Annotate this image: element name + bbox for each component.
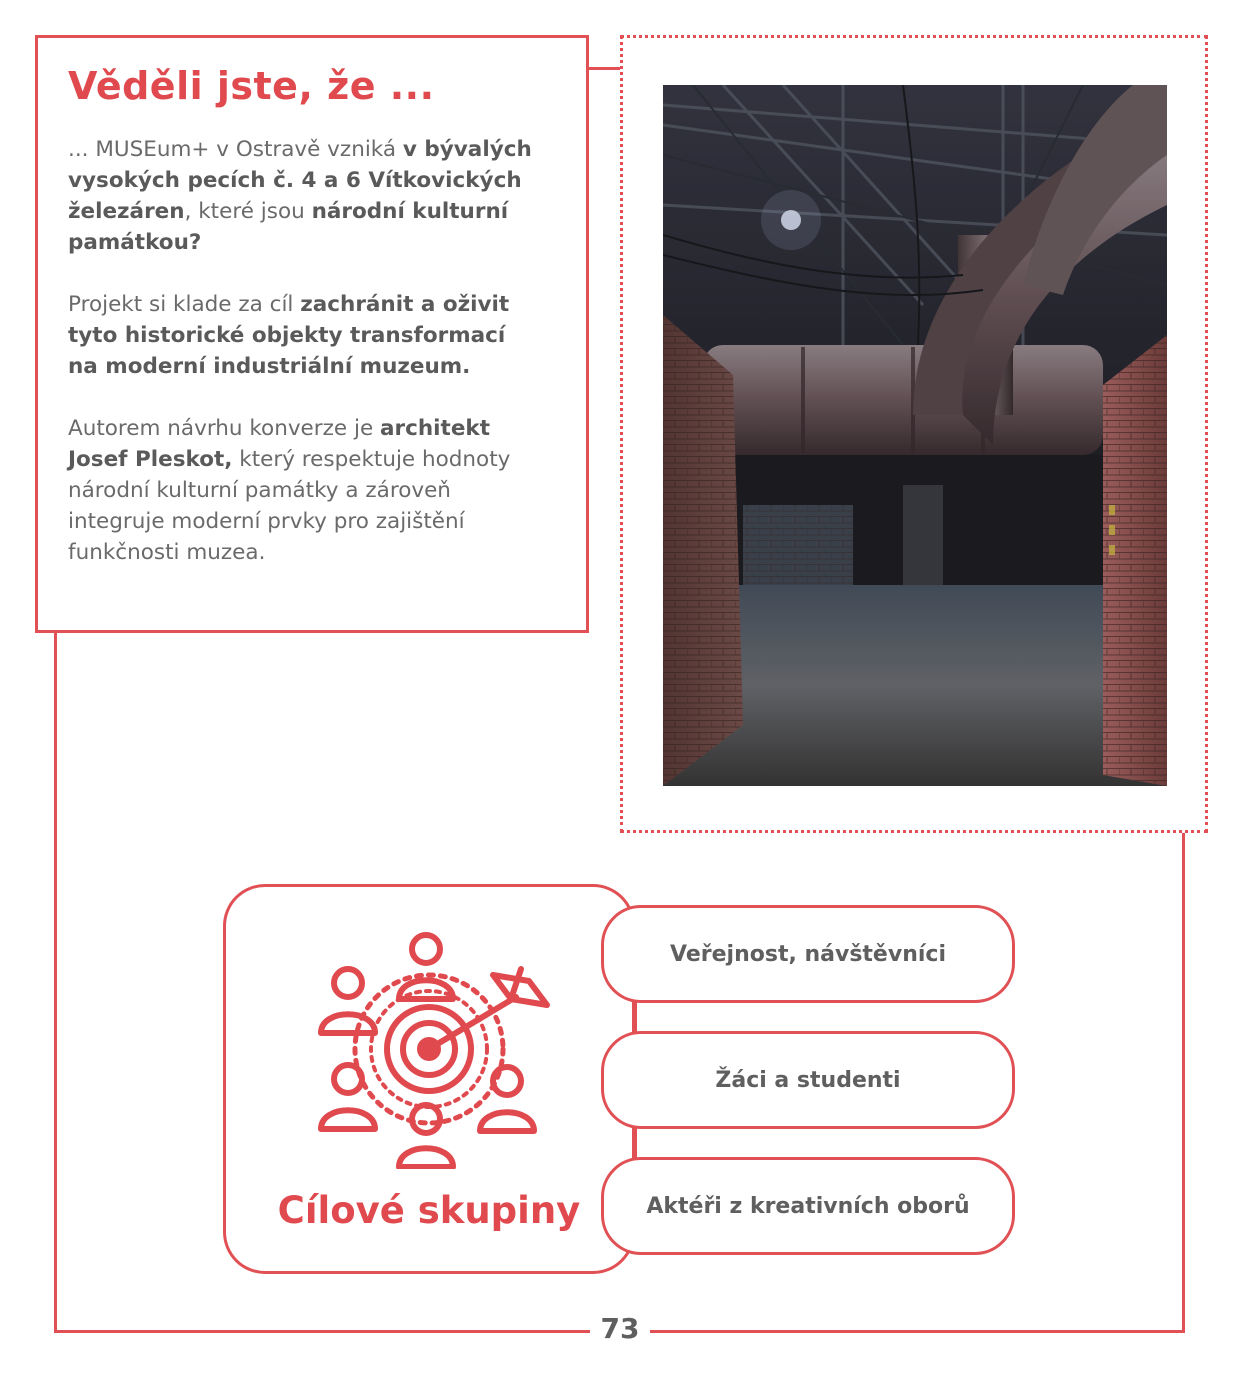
group-item-public: Veřejnost, návštěvníci — [601, 905, 1015, 1003]
frame-line-left — [54, 633, 57, 1333]
industrial-photo-illustration — [663, 85, 1167, 786]
bold-span: architekt Josef Pleskot, — [68, 416, 490, 472]
frame-line-top — [589, 67, 622, 70]
text-span: Autorem návrhu konverze je — [68, 416, 381, 441]
did-you-know-box — [35, 35, 589, 633]
text-span: Projekt si klade za cíl — [68, 292, 301, 317]
group-item-creative: Aktéři z kreativních oborů — [601, 1157, 1015, 1255]
paragraph-museum-location — [68, 134, 538, 258]
frame-line-bottom-right — [650, 1330, 1185, 1333]
blast-furnace-interior-photo — [663, 85, 1167, 786]
text-span: , které jsou — [184, 199, 312, 224]
frame-line-bottom-left — [54, 1330, 590, 1333]
photo-frame — [620, 35, 1208, 833]
target-groups-box — [223, 884, 635, 1274]
paragraph-architect — [68, 413, 538, 568]
target-groups-title: Cílové skupiny — [277, 1189, 581, 1232]
did-you-know-title: Věděli jste, že ... — [68, 64, 435, 108]
group-item-students: Žáci a studenti — [601, 1031, 1015, 1129]
text-span: který respektuje hodnoty národní kulturní památky a zároveň integruje moderní prvky pro zajištění funkčnosti muzea. — [68, 447, 511, 565]
bold-span: v bývalých vysokých pecích č. 4 a 6 Vítkovických železáren — [68, 137, 532, 224]
frame-line-right — [1182, 833, 1185, 1333]
text-span: ... MUSEum+ v Ostravě vzniká — [68, 137, 403, 162]
bold-span: národní kulturní památkou? — [68, 199, 509, 255]
paragraph-project-goal — [68, 289, 538, 382]
bold-span: zachránit a oživit tyto historické objekty transformací na moderní industriální muzeum. — [68, 292, 510, 379]
did-you-know-text — [68, 134, 538, 599]
page-number: 73 — [590, 1312, 650, 1345]
target-audience-icon — [311, 929, 551, 1169]
